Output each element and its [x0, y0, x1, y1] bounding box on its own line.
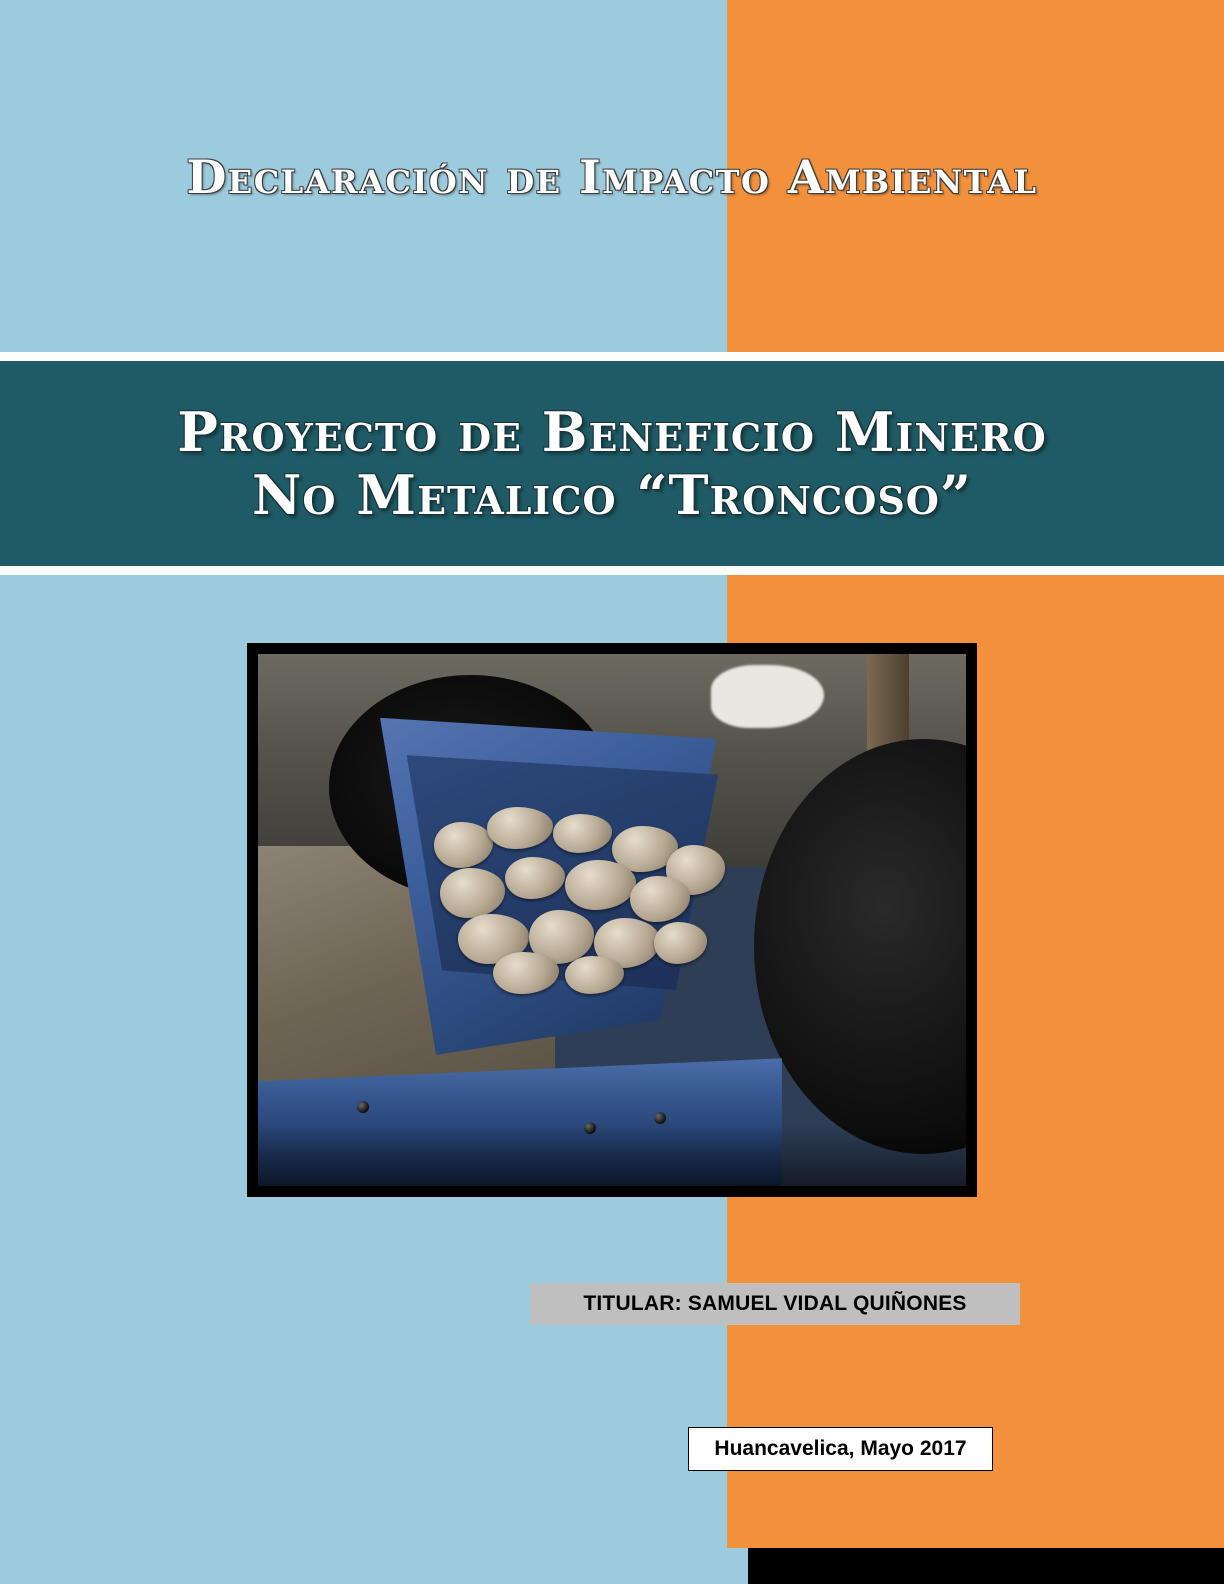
project-title-line-1: Proyecto de Beneficio Minero: [177, 400, 1047, 465]
place-date-box: Huancavelica, Mayo 2017: [688, 1427, 993, 1471]
title-band: [0, 361, 1224, 566]
divider-below-title-band: [0, 566, 1224, 575]
cover-photo: [258, 654, 966, 1186]
photo-bolt: [357, 1101, 369, 1113]
document-header-title: Declaración de Impacto Ambiental: [186, 150, 1038, 204]
photo-bottom-shadow: [258, 1122, 966, 1186]
photo-ore-rocks: [428, 803, 725, 995]
owner-title-box: TITULAR: SAMUEL VIDAL QUIÑONES: [530, 1283, 1020, 1325]
bottom-right-black-block: [748, 1548, 1224, 1584]
divider-above-title-band: [0, 352, 1224, 361]
project-title-line-2: No Metalico “Troncoso”: [252, 462, 972, 527]
cover-photo-frame: [248, 644, 976, 1196]
